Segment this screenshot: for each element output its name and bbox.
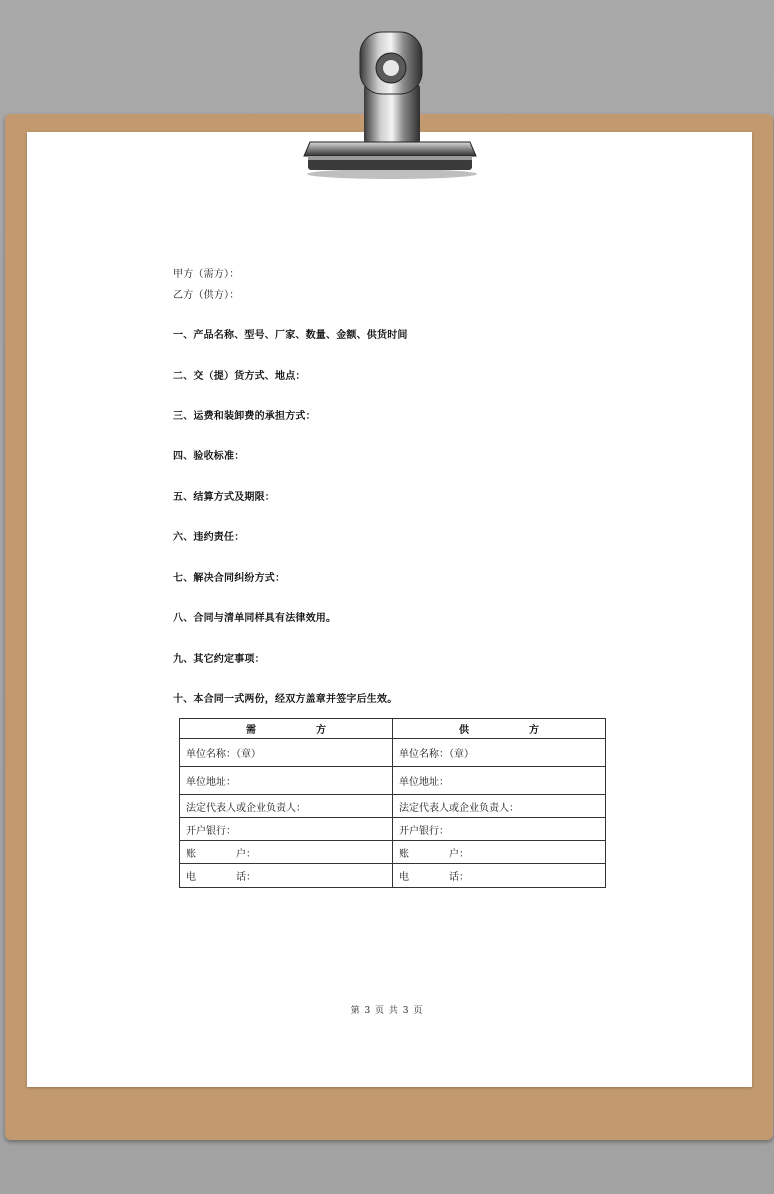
binder-clip-icon (300, 24, 480, 179)
buyer-bank: 开户银行： (180, 818, 393, 841)
supplier-legal-rep: 法定代表人或企业负责人： (393, 795, 606, 818)
supplier-company-name: 单位名称：（章） (393, 739, 606, 767)
clause-10: 十、本合同一式两份，经双方盖章并签字后生效。 (173, 694, 398, 705)
table-row (180, 795, 606, 818)
clause-2: 二、交（提）货方式、地点： (173, 371, 306, 382)
clause-9: 九、其它约定事项： (173, 654, 265, 665)
supplier-account: 账 户： (393, 841, 606, 864)
header-supplier: 供方 (393, 719, 606, 739)
clause-8: 八、合同与清单同样具有法律效用。 (173, 613, 337, 624)
clause-1: 一、产品名称、型号、厂家、数量、金额、供货时间 (173, 330, 408, 341)
supplier-address: 单位地址： (393, 767, 606, 795)
table-row (180, 739, 606, 767)
buyer-company-name: 单位名称：（章） (180, 739, 393, 767)
header-buyer: 需方 (180, 719, 393, 739)
signature-table (179, 718, 606, 888)
clause-5: 五、结算方式及期限： (173, 492, 275, 503)
table-header-row (180, 719, 606, 739)
table-row (180, 841, 606, 864)
table-row (180, 818, 606, 841)
table-row (180, 767, 606, 795)
buyer-account: 账 户： (180, 841, 393, 864)
table-row (180, 864, 606, 888)
paper-sheet (27, 132, 752, 1087)
buyer-legal-rep: 法定代表人或企业负责人： (180, 795, 393, 818)
clause-4: 四、验收标准： (173, 451, 245, 462)
buyer-address: 单位地址： (180, 767, 393, 795)
buyer-phone: 电 话： (180, 864, 393, 888)
page-number: 第 3 页 共 3 页 (350, 1006, 424, 1016)
supplier-bank: 开户银行： (393, 818, 606, 841)
clause-7: 七、解决合同纠纷方式： (173, 573, 286, 584)
clause-6: 六、违约责任： (173, 532, 245, 543)
supplier-phone: 电 话： (393, 864, 606, 888)
clause-3: 三、运费和装卸费的承担方式： (173, 411, 316, 422)
party-a-label: 甲方（需方）： (173, 269, 240, 280)
party-b-label: 乙方（供方）： (173, 290, 240, 301)
